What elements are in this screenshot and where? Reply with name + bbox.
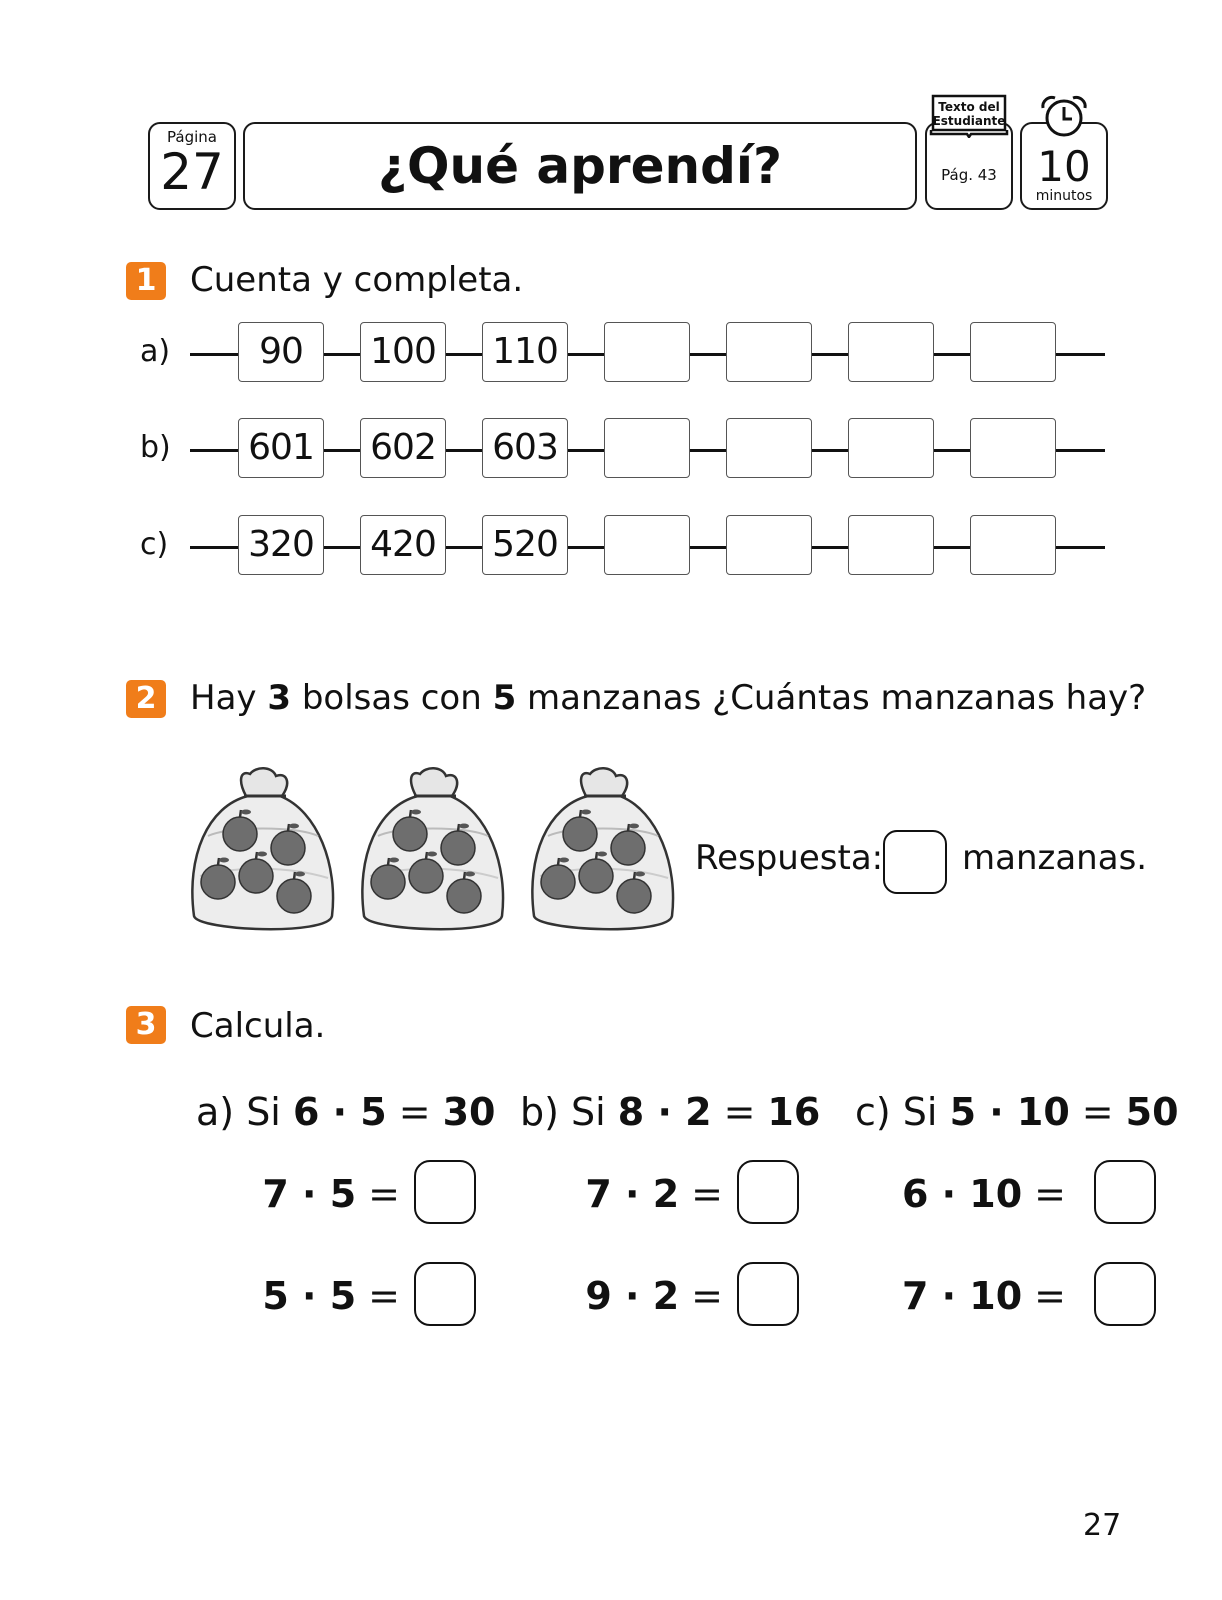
question-text-3: manzanas ¿Cuántas manzanas hay? [516, 678, 1147, 718]
answer-input-box[interactable] [737, 1262, 799, 1326]
apple-bag-icon [358, 766, 508, 946]
equals-sign: = [1034, 1274, 1066, 1318]
sequence-answer-box[interactable] [726, 418, 812, 478]
book-label-line1: Texto del [938, 100, 1000, 114]
apples-count: 5 [492, 678, 517, 718]
equals-sign: = [368, 1172, 400, 1216]
sequence-value-box: 320 [238, 515, 324, 575]
multiplication-problem [902, 1172, 1066, 1216]
book-icon [929, 94, 1009, 138]
sequence-answer-box[interactable] [970, 418, 1056, 478]
multiplication-problem [902, 1274, 1066, 1318]
apple-bag-icon [528, 766, 678, 946]
page-number-box [148, 122, 236, 210]
sequence-answer-box[interactable] [970, 322, 1056, 382]
section-2-number: 2 [126, 680, 166, 718]
given-fact [196, 1090, 495, 1134]
given-label: a) Si [196, 1090, 293, 1134]
problem-expression: 6 · 10 [901, 1172, 1023, 1216]
equals-sign: = [723, 1090, 756, 1134]
sequence-row-label: c) [140, 527, 169, 562]
given-label: c) Si [855, 1090, 950, 1134]
sequence-value-box: 110 [482, 322, 568, 382]
apple-bag-icon [188, 766, 338, 946]
problem-expression: 7 · 5 [262, 1172, 357, 1216]
equals-sign: = [368, 1274, 400, 1318]
answer-input-box[interactable] [1094, 1160, 1156, 1224]
problem-expression: 9 · 2 [585, 1274, 680, 1318]
given-fact [855, 1090, 1179, 1134]
sequence-row-label: a) [140, 334, 171, 369]
given-label: b) Si [520, 1090, 618, 1134]
equals-sign: = [691, 1172, 723, 1216]
book-label-line2: Estudiante [932, 114, 1006, 128]
equals-sign: = [1081, 1090, 1114, 1134]
footer-page-number: 27 [1083, 1508, 1122, 1543]
title-box [243, 122, 917, 210]
multiplication-problem [585, 1172, 723, 1216]
problem-expression: 7 · 10 [901, 1274, 1023, 1318]
sequence-answer-box[interactable] [848, 418, 934, 478]
multiplication-problem [585, 1274, 723, 1318]
sequence-row-label: b) [140, 430, 171, 465]
sequence-value-box: 520 [482, 515, 568, 575]
alarm-clock-icon [1035, 94, 1093, 142]
answer-label: Respuesta: [695, 838, 884, 878]
answer-input-box[interactable] [414, 1262, 476, 1326]
answer-unit: manzanas. [962, 838, 1148, 878]
question-text-1: Hay [190, 678, 268, 718]
given-expression: 8 · 2 [617, 1090, 712, 1134]
sequence-value-box: 602 [360, 418, 446, 478]
equals-sign: = [1034, 1172, 1066, 1216]
page-number: 27 [160, 143, 224, 201]
given-fact [520, 1090, 820, 1134]
section-3-number: 3 [126, 1006, 166, 1044]
sequence-answer-box[interactable] [726, 515, 812, 575]
sequence-answer-box[interactable] [604, 418, 690, 478]
section-3-instruction: Calcula. [190, 1006, 326, 1046]
sequence-value-box: 420 [360, 515, 446, 575]
given-expression: 6 · 5 [292, 1090, 387, 1134]
given-expression: 5 · 10 [949, 1090, 1070, 1134]
sequence-answer-box[interactable] [848, 515, 934, 575]
answer-input-box[interactable] [737, 1160, 799, 1224]
given-result: 16 [767, 1090, 821, 1134]
sequence-answer-box[interactable] [604, 515, 690, 575]
problem-expression: 7 · 2 [585, 1172, 680, 1216]
answer-input-box[interactable] [414, 1160, 476, 1224]
section-1-number: 1 [126, 262, 166, 300]
sequence-answer-box[interactable] [848, 322, 934, 382]
bags-count: 3 [267, 678, 292, 718]
sequence-row [0, 418, 1222, 482]
sequence-row [0, 515, 1222, 579]
sequence-value-box: 601 [238, 418, 324, 478]
sequence-answer-box[interactable] [726, 322, 812, 382]
multiplication-problem [262, 1172, 400, 1216]
sequence-answer-box[interactable] [970, 515, 1056, 575]
multiplication-problem [262, 1274, 400, 1318]
equals-sign: = [691, 1274, 723, 1318]
question-text-2: bolsas con [291, 678, 493, 718]
time-unit: minutos [1035, 188, 1093, 204]
section-1-instruction: Cuenta y completa. [190, 260, 524, 300]
sequence-answer-box[interactable] [604, 322, 690, 382]
sequence-value-box: 90 [238, 322, 324, 382]
reference-page: Pág. 43 [941, 166, 997, 184]
given-result: 50 [1125, 1090, 1179, 1134]
page-title: ¿Qué aprendí? [377, 137, 783, 195]
sequence-row [0, 322, 1222, 386]
sequence-value-box: 603 [482, 418, 568, 478]
equals-sign: = [398, 1090, 431, 1134]
answer-input-box[interactable] [1094, 1262, 1156, 1326]
problem-expression: 5 · 5 [262, 1274, 357, 1318]
given-result: 30 [442, 1090, 496, 1134]
sequence-value-box: 100 [360, 322, 446, 382]
section-2-question [190, 678, 1146, 718]
answer-input-box[interactable] [883, 830, 947, 894]
page-label: Página [167, 128, 217, 146]
time-value: 10 [1037, 142, 1091, 191]
